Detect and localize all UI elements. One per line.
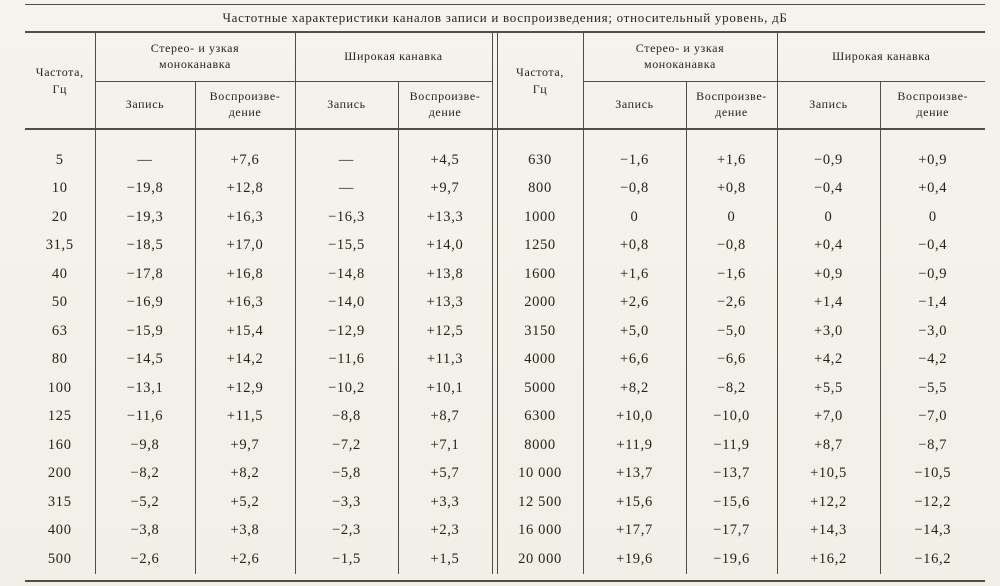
- cell-value: −0,4: [777, 175, 880, 204]
- cell-value: −0,8: [583, 175, 686, 204]
- col-header-playback: Воспроизве- дение: [195, 82, 295, 130]
- frequency-label-line1: Частота,: [516, 65, 564, 80]
- cell-value: −13,7: [686, 460, 777, 489]
- cell-value: +13,7: [583, 460, 686, 489]
- col-header-record: Запись: [95, 82, 195, 130]
- cell-value: −11,6: [295, 346, 398, 375]
- cell-value: +8,2: [195, 460, 295, 489]
- cell-value: +14,0: [398, 232, 492, 261]
- frequency-response-table: [25, 4, 985, 574]
- cell-value: +10,5: [777, 460, 880, 489]
- cell-frequency: 160: [47, 436, 72, 453]
- cell-value: +14,3: [777, 517, 880, 546]
- cell-value: −7,2: [295, 431, 398, 460]
- cell-value: −0,9: [880, 260, 985, 289]
- cell-value: −1,6: [583, 129, 686, 175]
- cell-value: +10,1: [398, 374, 492, 403]
- cell-value: −10,5: [880, 460, 985, 489]
- cell-frequency: 10 000: [518, 465, 562, 482]
- cell-value: +1,6: [686, 129, 777, 175]
- cell-value: −14,5: [95, 346, 195, 375]
- cell-value: −2,6: [686, 289, 777, 318]
- title-row: [25, 5, 985, 33]
- cell-frequency: 800: [528, 180, 552, 197]
- frequency-label-line1: Частота,: [35, 65, 84, 80]
- cell-value: +2,3: [398, 517, 492, 546]
- cell-value: +5,5: [777, 374, 880, 403]
- cell-value: +0,9: [880, 129, 985, 175]
- cell-value: −11,6: [95, 403, 195, 432]
- cell-value: +17,0: [195, 232, 295, 261]
- cell-value: −14,8: [295, 260, 398, 289]
- table-row: [25, 346, 985, 375]
- table-row: [25, 289, 985, 318]
- cell-frequency: 20: [51, 208, 68, 225]
- cell-value: +13,8: [398, 260, 492, 289]
- cell-value: −0,9: [777, 129, 880, 175]
- cell-value: +4,2: [777, 346, 880, 375]
- table-body: [25, 129, 985, 574]
- cell-value: +9,7: [398, 175, 492, 204]
- cell-frequency: 100: [47, 379, 72, 396]
- cell-value: +15,6: [583, 488, 686, 517]
- cell-value: −5,8: [295, 460, 398, 489]
- cell-value: −18,5: [95, 232, 195, 261]
- cell-value: −7,0: [880, 403, 985, 432]
- col-header-playback: Воспроизве- дение: [398, 82, 492, 130]
- header-row-groups: [25, 32, 985, 82]
- col-group-wide-left: Широкая канавка: [295, 32, 492, 82]
- cell-value: +12,8: [195, 175, 295, 204]
- cell-value: +16,2: [777, 545, 880, 574]
- cell-value: —: [295, 129, 398, 175]
- cell-value: +13,3: [398, 203, 492, 232]
- col-header-frequency-right: [497, 32, 583, 129]
- cell-value: −16,9: [95, 289, 195, 318]
- cell-value: 0: [880, 203, 985, 232]
- cell-value: −0,4: [880, 232, 985, 261]
- cell-frequency: 630: [528, 151, 552, 168]
- cell-frequency: 315: [47, 493, 72, 510]
- col-group-wide-right: Широкая канавка: [777, 32, 985, 82]
- cell-value: −10,2: [295, 374, 398, 403]
- cell-frequency: 2000: [524, 294, 556, 311]
- cell-value: −12,9: [295, 317, 398, 346]
- table-row: [25, 129, 985, 175]
- cell-value: +15,4: [195, 317, 295, 346]
- cell-frequency: 125: [47, 408, 72, 425]
- cell-value: 0: [583, 203, 686, 232]
- cell-value: +8,7: [777, 431, 880, 460]
- cell-frequency: 4000: [524, 351, 556, 368]
- cell-value: −6,6: [686, 346, 777, 375]
- cell-value: −16,3: [295, 203, 398, 232]
- frequency-table-container: [25, 4, 985, 582]
- cell-value: −11,9: [686, 431, 777, 460]
- table-title: Частотные характеристики каналов записи и воспроизведения; относительный уровень, дБ: [25, 5, 985, 33]
- cell-value: −8,2: [686, 374, 777, 403]
- cell-frequency: 10: [51, 180, 68, 197]
- cell-frequency: 500: [47, 550, 72, 567]
- cell-value: −1,5: [295, 545, 398, 574]
- cell-value: +11,9: [583, 431, 686, 460]
- cell-value: 0: [777, 203, 880, 232]
- frequency-label-line2: Гц: [532, 81, 548, 96]
- cell-value: −1,4: [880, 289, 985, 318]
- table-header: [25, 5, 985, 130]
- col-header-playback: Воспроизве- дение: [686, 82, 777, 130]
- cell-value: −19,6: [686, 545, 777, 574]
- table-row: [25, 431, 985, 460]
- cell-frequency: 5000: [524, 379, 556, 396]
- col-group-stereo-narrow-left: Стерео- и узкая моноканавка: [95, 32, 295, 82]
- cell-value: +12,9: [195, 374, 295, 403]
- col-header-record: Запись: [295, 82, 398, 130]
- cell-value: −3,3: [295, 488, 398, 517]
- cell-value: −19,3: [95, 203, 195, 232]
- cell-value: +0,4: [777, 232, 880, 261]
- cell-frequency: 1000: [524, 208, 556, 225]
- cell-frequency: 5: [55, 151, 64, 168]
- cell-value: −19,8: [95, 175, 195, 204]
- table-row: [25, 232, 985, 261]
- cell-value: +2,6: [195, 545, 295, 574]
- cell-value: +2,6: [583, 289, 686, 318]
- cell-value: +12,5: [398, 317, 492, 346]
- cell-value: +10,0: [583, 403, 686, 432]
- cell-value: +16,3: [195, 289, 295, 318]
- cell-frequency: 200: [47, 465, 72, 482]
- cell-value: +0,4: [880, 175, 985, 204]
- col-header-playback: Воспроизве- дение: [880, 82, 985, 130]
- cell-value: +3,3: [398, 488, 492, 517]
- table-row: [25, 175, 985, 204]
- cell-value: +14,2: [195, 346, 295, 375]
- cell-value: +12,2: [777, 488, 880, 517]
- cell-frequency: 3150: [524, 322, 556, 339]
- cell-value: +3,8: [195, 517, 295, 546]
- cell-value: +17,7: [583, 517, 686, 546]
- cell-value: +19,6: [583, 545, 686, 574]
- cell-value: −14,0: [295, 289, 398, 318]
- cell-value: +1,6: [583, 260, 686, 289]
- cell-value: −0,8: [686, 232, 777, 261]
- cell-value: +5,2: [195, 488, 295, 517]
- frequency-label-line2: Гц: [52, 81, 68, 96]
- col-header-record: Запись: [583, 82, 686, 130]
- cell-value: +7,1: [398, 431, 492, 460]
- cell-value: −4,2: [880, 346, 985, 375]
- table-row: [25, 403, 985, 432]
- cell-value: −5,2: [95, 488, 195, 517]
- col-header-frequency-left: [25, 32, 95, 129]
- cell-value: −17,8: [95, 260, 195, 289]
- cell-value: +16,3: [195, 203, 295, 232]
- cell-value: +16,8: [195, 260, 295, 289]
- cell-value: +3,0: [777, 317, 880, 346]
- cell-value: −5,0: [686, 317, 777, 346]
- cell-value: −8,8: [295, 403, 398, 432]
- table-row: [25, 545, 985, 574]
- cell-value: −15,5: [295, 232, 398, 261]
- cell-value: −10,0: [686, 403, 777, 432]
- cell-value: −1,6: [686, 260, 777, 289]
- col-group-stereo-narrow-right: Стерео- и узкая моноканавка: [583, 32, 777, 82]
- cell-value: —: [295, 175, 398, 204]
- table-row: [25, 260, 985, 289]
- cell-value: −9,8: [95, 431, 195, 460]
- cell-value: −17,7: [686, 517, 777, 546]
- cell-frequency: 400: [47, 522, 72, 539]
- cell-value: +5,0: [583, 317, 686, 346]
- cell-value: −2,6: [95, 545, 195, 574]
- cell-value: 0: [686, 203, 777, 232]
- cell-frequency: 12 500: [518, 493, 562, 510]
- cell-value: +13,3: [398, 289, 492, 318]
- cell-frequency: 50: [51, 294, 68, 311]
- cell-value: +7,6: [195, 129, 295, 175]
- table-row: [25, 374, 985, 403]
- cell-value: +1,5: [398, 545, 492, 574]
- cell-frequency: 16 000: [518, 522, 562, 539]
- cell-value: +6,6: [583, 346, 686, 375]
- table-row: [25, 460, 985, 489]
- cell-value: −8,2: [95, 460, 195, 489]
- cell-frequency: 40: [51, 265, 68, 282]
- cell-value: +5,7: [398, 460, 492, 489]
- cell-value: +4,5: [398, 129, 492, 175]
- col-header-record: Запись: [777, 82, 880, 130]
- cell-value: −12,2: [880, 488, 985, 517]
- cell-value: −2,3: [295, 517, 398, 546]
- cell-frequency: 1600: [524, 265, 556, 282]
- cell-value: +8,2: [583, 374, 686, 403]
- cell-value: +0,9: [777, 260, 880, 289]
- table-row: [25, 203, 985, 232]
- cell-value: −15,6: [686, 488, 777, 517]
- cell-frequency: 20 000: [518, 550, 562, 567]
- cell-value: +11,3: [398, 346, 492, 375]
- cell-value: −15,9: [95, 317, 195, 346]
- cell-frequency: 8000: [524, 436, 556, 453]
- cell-value: −3,0: [880, 317, 985, 346]
- cell-value: −13,1: [95, 374, 195, 403]
- table-row: [25, 488, 985, 517]
- cell-value: +0,8: [583, 232, 686, 261]
- cell-value: —: [95, 129, 195, 175]
- cell-value: +8,7: [398, 403, 492, 432]
- cell-value: −14,3: [880, 517, 985, 546]
- cell-frequency: 6300: [524, 408, 556, 425]
- cell-frequency: 63: [51, 322, 68, 339]
- cell-value: +9,7: [195, 431, 295, 460]
- cell-value: −8,7: [880, 431, 985, 460]
- cell-value: +7,0: [777, 403, 880, 432]
- cell-value: −5,5: [880, 374, 985, 403]
- cell-value: −16,2: [880, 545, 985, 574]
- cell-frequency: 31,5: [45, 237, 74, 254]
- cell-frequency: 80: [51, 351, 68, 368]
- cell-value: +0,8: [686, 175, 777, 204]
- cell-value: −3,8: [95, 517, 195, 546]
- cell-value: +1,4: [777, 289, 880, 318]
- cell-value: +11,5: [195, 403, 295, 432]
- table-row: [25, 317, 985, 346]
- cell-frequency: 1250: [524, 237, 556, 254]
- table-row: [25, 517, 985, 546]
